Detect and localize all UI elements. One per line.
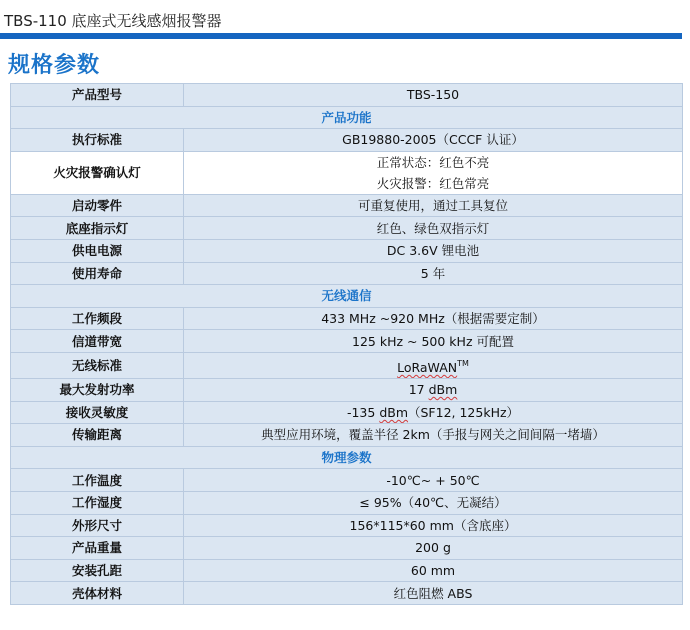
row-label: 火灾报警确认灯 xyxy=(11,151,184,194)
row-label: 外形尺寸 xyxy=(11,514,184,537)
row-label: 产品重量 xyxy=(11,537,184,560)
group-header: 产品功能 xyxy=(11,106,683,129)
value-line: 正常状态：红色不亮 xyxy=(376,154,490,170)
row-label: 使用寿命 xyxy=(11,262,184,285)
row-value: DC 3.6V 锂电池 xyxy=(184,239,683,262)
table-row xyxy=(11,217,683,240)
value-line: 火灾报警：红色常亮 xyxy=(376,175,490,191)
row-label: 供电电源 xyxy=(11,239,184,262)
table-row xyxy=(11,537,683,560)
table-row xyxy=(11,129,683,152)
row-value: ≤ 95%（40℃、无凝结） xyxy=(184,491,683,514)
group-header: 无线通信 xyxy=(11,285,683,308)
trademark-mark: TM xyxy=(457,358,469,368)
document-title: TBS-110 底座式无线感烟报警器 xyxy=(4,12,222,30)
table-row xyxy=(11,559,683,582)
row-value: 156*115*60 mm（含底座） xyxy=(184,514,683,537)
group-header-row xyxy=(11,106,683,129)
row-label: 安装孔距 xyxy=(11,559,184,582)
row-label: 壳体材料 xyxy=(11,582,184,605)
row-label: 信道带宽 xyxy=(11,330,184,353)
section-heading: 规格参数 xyxy=(8,53,101,78)
row-value xyxy=(184,401,683,424)
row-label: 最大发射功率 xyxy=(11,378,184,401)
group-header-row xyxy=(11,285,683,308)
row-value: 60 mm xyxy=(184,559,683,582)
table-row xyxy=(11,307,683,330)
row-value xyxy=(184,378,683,401)
row-value: 典型应用环境，覆盖半径 2km（手报与网关之间间隔一堵墙） xyxy=(184,424,683,447)
row-label: 接收灵敏度 xyxy=(11,401,184,424)
table-row xyxy=(11,239,683,262)
row-value: 红色阻燃 ABS xyxy=(184,582,683,605)
table-row xyxy=(11,424,683,447)
table-row xyxy=(11,194,683,217)
table-row xyxy=(11,84,683,107)
table-row xyxy=(11,330,683,353)
row-label: 工作温度 xyxy=(11,469,184,492)
row-value: TBS-150 xyxy=(184,84,683,107)
table-row xyxy=(11,582,683,605)
row-label: 无线标准 xyxy=(11,352,184,378)
table-row xyxy=(11,378,683,401)
row-value: 5 年 xyxy=(184,262,683,285)
spec-table xyxy=(10,83,683,605)
table-row xyxy=(11,469,683,492)
group-header: 物理参数 xyxy=(11,446,683,469)
row-value-multiline xyxy=(184,151,683,194)
row-value xyxy=(184,352,683,378)
row-value: 红色、绿色双指示灯 xyxy=(184,217,683,240)
lorawan-text: LoRaWAN xyxy=(397,359,458,375)
row-label: 产品型号 xyxy=(11,84,184,107)
table-row xyxy=(11,401,683,424)
group-header-row xyxy=(11,446,683,469)
value-note: （SF12, 125kHz） xyxy=(408,404,520,420)
row-value: 200 g xyxy=(184,537,683,560)
value-number: -135 xyxy=(346,404,376,420)
row-label: 启动零件 xyxy=(11,194,184,217)
row-label: 工作湿度 xyxy=(11,491,184,514)
row-value: 125 kHz ~ 500 kHz 可配置 xyxy=(184,330,683,353)
table-row xyxy=(11,352,683,378)
table-row xyxy=(11,151,683,194)
value-unit: dBm xyxy=(379,404,408,420)
row-label: 传输距离 xyxy=(11,424,184,447)
row-label: 执行标准 xyxy=(11,129,184,152)
table-row xyxy=(11,491,683,514)
row-value: -10℃~ + 50℃ xyxy=(184,469,683,492)
row-value: GB19880-2005（CCCF 认证） xyxy=(184,129,683,152)
row-label: 底座指示灯 xyxy=(11,217,184,240)
row-label: 工作频段 xyxy=(11,307,184,330)
title-underline-bar xyxy=(0,33,682,39)
row-value: 可重复使用，通过工具复位 xyxy=(184,194,683,217)
table-row xyxy=(11,262,683,285)
row-value: 433 MHz ~920 MHz（根据需要定制） xyxy=(184,307,683,330)
table-row xyxy=(11,514,683,537)
value-unit: dBm xyxy=(428,382,458,398)
value-number: 17 xyxy=(408,382,425,398)
